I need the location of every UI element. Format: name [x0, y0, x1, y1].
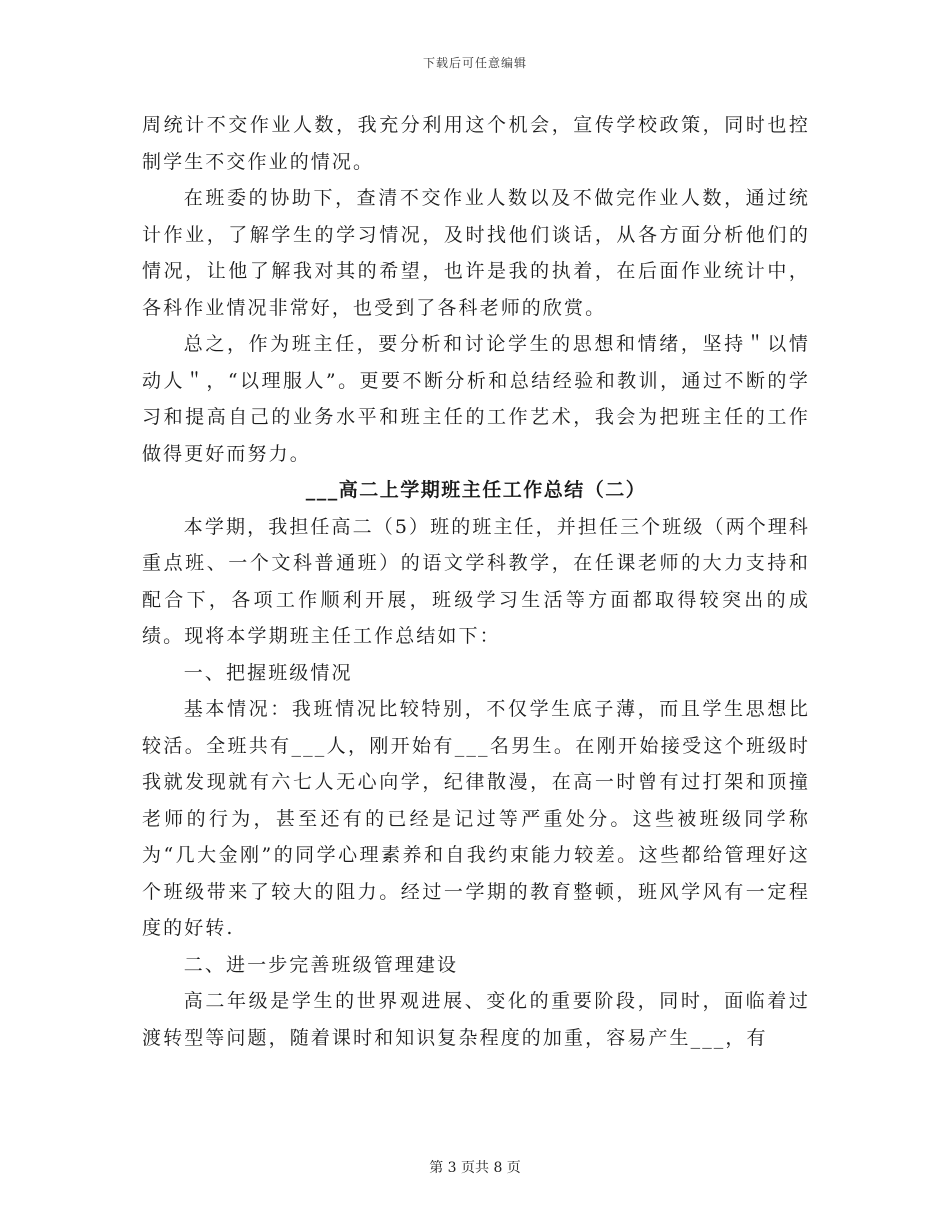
paragraph-intro: 本学期，我担任高二（5）班的班主任，并担任三个班级（两个理科重点班、一个文科普通班）的语文学科教学，在任课老师的大力支持和配合下，各项工作顺利开展，班级学习生活等方面都取得较突出的成绩。现将本学期班主任工作总结如下： — [142, 515, 810, 647]
paragraph-grade-two: 高二年级是学生的世界观进展、变化的重要阶段，同时，面临着过渡转型等问题，随着课时和知识复杂程度的加重，容易产生___，有 — [142, 990, 810, 1049]
document-body — [142, 107, 810, 1056]
heading-improve-class-management: 二、进一步完善班级管理建设 — [183, 953, 459, 976]
paragraph-basic-situation: 基本情况：我班情况比较特别，不仅学生底子薄，而且学生思想比较活。全班共有___人，刚开始有___名男生。在刚开始接受这个班级时我就发现就有六七人无心向学，纪律散漫，在高一时曾有过打架和顶撞老师的行为，甚至还有的已经是记过等严重处分。这些被班级同学称为“几大金刚”的同学心理素养和自我约束能力较差。这些都给管理好这个班级带来了较大的阻力。经过一学期的教育整顿，班风学风有一定程度的好转. — [142, 698, 810, 939]
heading-grasp-class-situation: 一、把握班级情况 — [183, 661, 353, 684]
page-header-note: 下载后可任意编辑 — [422, 56, 527, 70]
paragraph-class-committee: 在班委的协助下，查清不交作业人数以及不做完作业人数，通过统计作业，了解学生的学习情况，及时找他们谈话，从各方面分析他们的情况，让他了解我对其的希望，也许是我的执着，在后面作业统计中，各科作业情况非常好，也受到了各科老师的欣赏。 — [142, 187, 810, 319]
paragraph-conclusion: 总之，作为班主任，要分析和讨论学生的思想和情绪，坚持＂以情动人＂，“以理服人”。更要不断分析和总结经验和教训，通过不断的学习和提高自己的业务水平和班主任的工作艺术，我会为把班主任的工作做得更好而努力。 — [142, 333, 810, 465]
paragraph-continued: 周统计不交作业人数，我充分利用这个机会，宣传学校政策，同时也控制学生不交作业的情况。 — [142, 114, 810, 173]
page-number: 第 3 页共 8 页 — [429, 1160, 521, 1176]
section-title: ___高二上学期班主任工作总结（二） — [305, 479, 647, 501]
